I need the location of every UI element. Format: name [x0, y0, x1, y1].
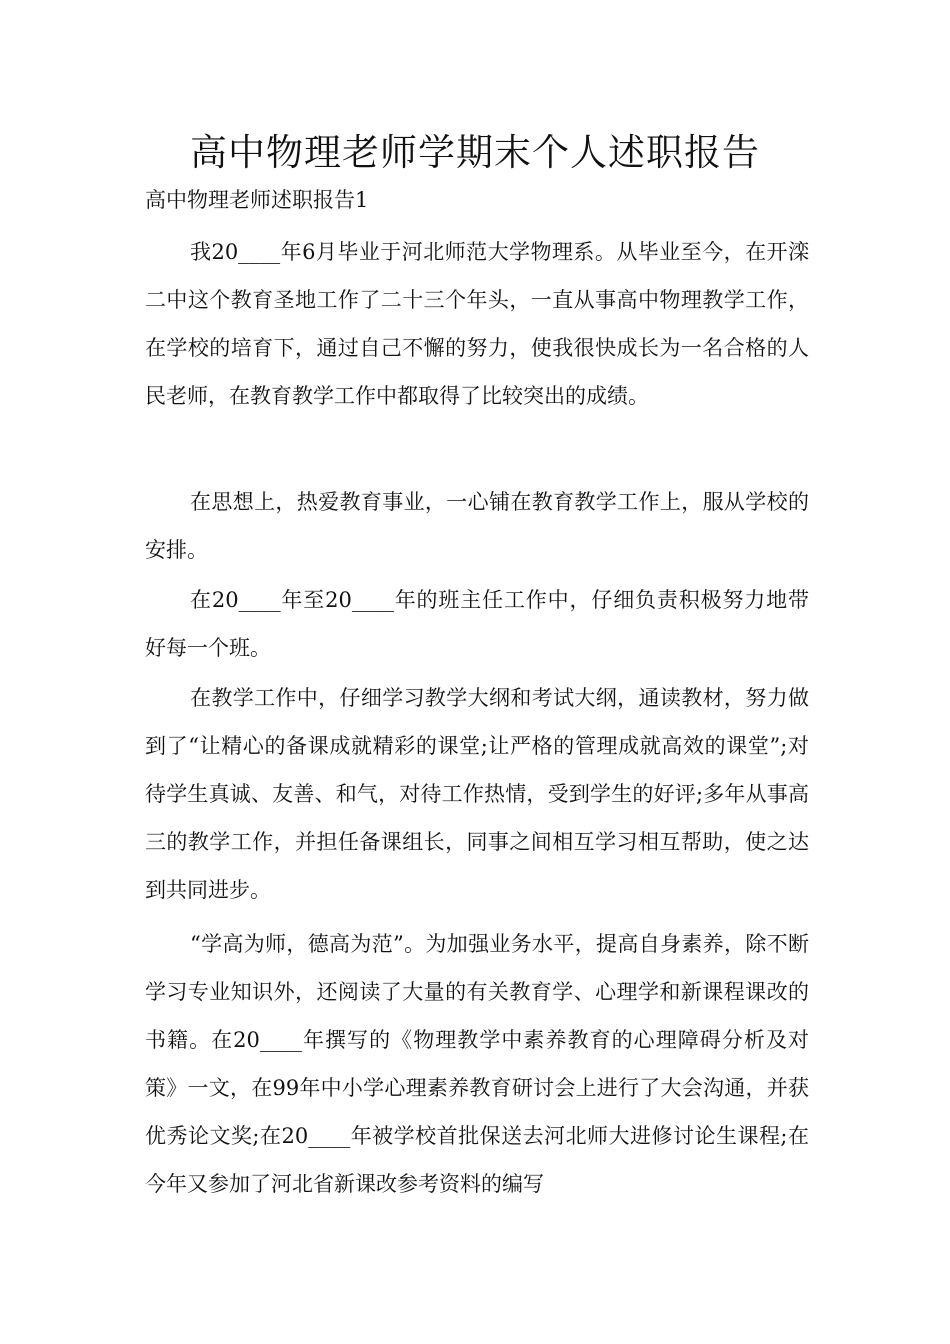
paragraph: 在教学工作中，仔细学习教学大纲和考试大纲，通读教材，努力做到了“让精心的备课成就精彩的课堂;让严格的管理成就高效的课堂”;对待学生真诚、友善、和气，对待工作热情，受到学生的好评;多年从事高三的教学工作，并担任备课组长，同事之间相互学习相互帮助，使之达到共同进步。: [145, 686, 809, 902]
document-title: 高中物理老师学期末个人述职报告: [190, 131, 760, 174]
paragraph: 我20____年6月毕业于河北师范大学物理系。从毕业至今，在开滦二中这个教育圣地工作了二十三个年头，一直从事高中物理教学工作，在学校的培育下，通过自己不懈的努力，使我很快成长为一名合格的人民老师，在教育教学工作中都取得了比较突出的成绩。: [145, 240, 809, 408]
paragraph: 在20____年至20____年的班主任工作中，仔细负责积极努力地带好每一个班。: [145, 588, 809, 660]
section-heading: 高中物理老师述职报告1: [145, 188, 369, 212]
paragraph: “学高为师，德高为范”。为加强业务水平，提高自身素养，除不断学习专业知识外，还阅读了大量的有关教育学、心理学和新课程课改的书籍。在20____年撰写的《物理教学中素养教育的心理障碍分析及对策》一文，在99年中小学心理素养教育研讨会上进行了大会沟通，并获优秀论文奖;在20____年被学校首批保送去河北师大进修讨论生课程;在今年又参加了河北省新课改参考资料的编写: [145, 932, 809, 1196]
paragraph: 在思想上，热爱教育事业，一心铺在教育教学工作上，服从学校的安排。: [145, 490, 809, 562]
